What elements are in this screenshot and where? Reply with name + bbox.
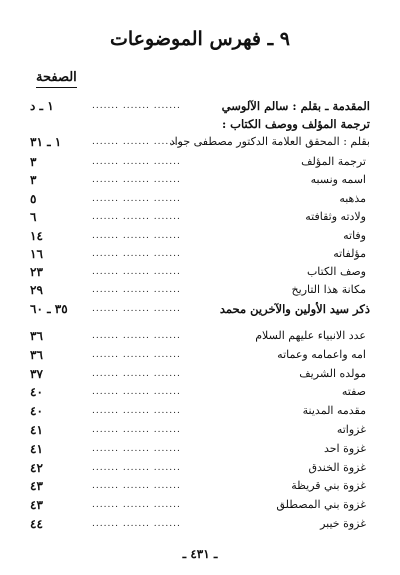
toc-entry-page: ٤٣ (30, 498, 43, 512)
toc-entry-title: ترجمة المؤلف (301, 155, 366, 168)
dot-leader: ....... ....... ....... (92, 500, 181, 510)
toc-entry-page: ٣ (30, 155, 37, 169)
toc-entry (30, 327, 370, 345)
toc-entry-page: ٣٦ (30, 348, 43, 362)
dot-leader: ....... ....... ....... (92, 425, 181, 435)
toc-entry-title: ولادته وثقافته (305, 210, 366, 223)
toc-entry-page: ٣ (30, 173, 37, 187)
toc-entry-page: ٤١ (30, 442, 43, 456)
dot-leader: ....... ....... ....... (92, 175, 181, 185)
toc-entry-page: ٣٦ (30, 329, 43, 343)
toc-entry (30, 227, 370, 245)
toc-entry-page: ٥ (30, 192, 37, 206)
dot-leader: ....... ....... ....... (92, 194, 181, 204)
dot-leader: ....... ....... ....... (92, 157, 181, 167)
toc-entry (30, 383, 370, 401)
toc-entry-title: عدد الانبياء عليهم السلام (255, 329, 366, 342)
toc-entry (30, 402, 370, 420)
toc-entry (30, 208, 370, 226)
toc-entry (30, 346, 370, 364)
toc-entry-page: ٢٩ (30, 283, 43, 297)
toc-entry (30, 133, 370, 151)
toc-entry (30, 281, 370, 299)
toc-entry (30, 365, 370, 383)
dot-leader: ....... ....... ....... (92, 285, 181, 295)
dot-leader: ....... ....... ....... (92, 212, 181, 222)
toc-entry (30, 440, 370, 458)
dot-leader: ....... ....... ....... (92, 406, 181, 416)
toc-entry (30, 171, 370, 189)
dot-leader: ....... ....... ....... (92, 387, 181, 397)
dot-leader: ....... ....... ....... (92, 350, 181, 360)
toc-entry-title: اسمه ونسبه (310, 173, 366, 186)
dot-leader: ....... ....... ....... (92, 369, 181, 379)
toc-entry-title: بقلم : المحقق العلامة الدكتور مصطفى جواد (169, 135, 370, 148)
page-column-label: الصفحة (36, 70, 77, 88)
toc-entry-title: المقدمة ـ بقلم : سالم الآلوسي (221, 99, 370, 113)
toc-entry (30, 190, 370, 208)
toc-entry (30, 477, 370, 495)
dot-leader: ....... ....... ....... (92, 137, 181, 147)
toc-entry-page: ٤٣ (30, 479, 43, 493)
toc-entry (30, 421, 370, 439)
toc-entry-page: ٤٠ (30, 404, 43, 418)
toc-entry (30, 496, 370, 514)
toc-entry-page: ٤١ (30, 423, 43, 437)
toc-entry-page: ٢٣ (30, 265, 43, 279)
toc-entry-title: وصف الكتاب (306, 265, 366, 278)
page-number: ـ ٤٣١ ـ (182, 547, 218, 561)
toc-entry-title: غزواته (336, 423, 366, 436)
toc-entry (30, 115, 370, 133)
toc-entry-title: غزوة الخندق (308, 461, 366, 474)
toc-entry-title: صفته (341, 385, 366, 398)
dot-leader: ....... ....... ....... (92, 519, 181, 529)
dot-leader: ....... ....... ....... (92, 249, 181, 259)
dot-leader: ....... ....... ....... (92, 231, 181, 241)
dot-leader: ....... ....... ....... (92, 101, 181, 111)
toc-entry (30, 97, 370, 115)
toc-entry (30, 153, 370, 171)
toc-entry-title: وفاته (343, 229, 366, 242)
table-of-contents (0, 95, 400, 535)
toc-entry-page: ١٤ (30, 229, 43, 243)
toc-entry-page: ٤٢ (30, 461, 43, 475)
toc-entry (30, 459, 370, 477)
dot-leader: ....... ....... ....... (92, 463, 181, 473)
toc-entry-title: غزوة بني المصطلق (276, 498, 366, 511)
toc-entry-title: امه واعمامه وعماته (277, 348, 366, 361)
toc-entry-title: ذكر سيد الأولين والآخرين محمد (219, 302, 370, 316)
toc-entry-page: ١٦ (30, 247, 43, 261)
toc-entry-title: مكانة هذا التاريخ (291, 283, 366, 296)
toc-entry-page: ١ ـ د (30, 99, 54, 113)
toc-entry-title: ترجمة المؤلف ووصف الكتاب : (221, 117, 370, 131)
toc-entry-page: ٣٥ ـ ٦٠ (30, 302, 68, 316)
toc-entry-page: ٤٤ (30, 517, 43, 531)
page-title: ٩ ـ فهرس الموضوعات (110, 28, 290, 50)
dot-leader: ....... ....... ....... (92, 331, 181, 341)
toc-entry-title: مقدمه المدينة (302, 404, 366, 417)
toc-entry (30, 245, 370, 263)
toc-entry-page: ٣٧ (30, 367, 43, 381)
dot-leader: ....... ....... ....... (92, 304, 181, 314)
dot-leader: ....... ....... ....... (92, 481, 181, 491)
toc-entry-title: مولده الشريف (299, 367, 366, 380)
toc-entry (30, 515, 370, 533)
toc-entry-page: ٦ (30, 210, 37, 224)
toc-entry (30, 300, 370, 318)
toc-entry-title: غزوة بني قريظة (291, 479, 366, 492)
dot-leader: ....... ....... ....... (92, 444, 181, 454)
toc-entry-title: غزوة خيبر (320, 517, 366, 530)
toc-entry (30, 263, 370, 281)
toc-entry-page: ٤٠ (30, 385, 43, 399)
toc-entry-title: مؤلفاته (333, 247, 366, 260)
toc-entry-title: مذهبه (339, 192, 366, 205)
toc-entry-page: ١ ـ ٣١ (30, 135, 62, 149)
dot-leader: ....... ....... ....... (92, 267, 181, 277)
toc-entry-title: غزوة احد (323, 442, 366, 455)
